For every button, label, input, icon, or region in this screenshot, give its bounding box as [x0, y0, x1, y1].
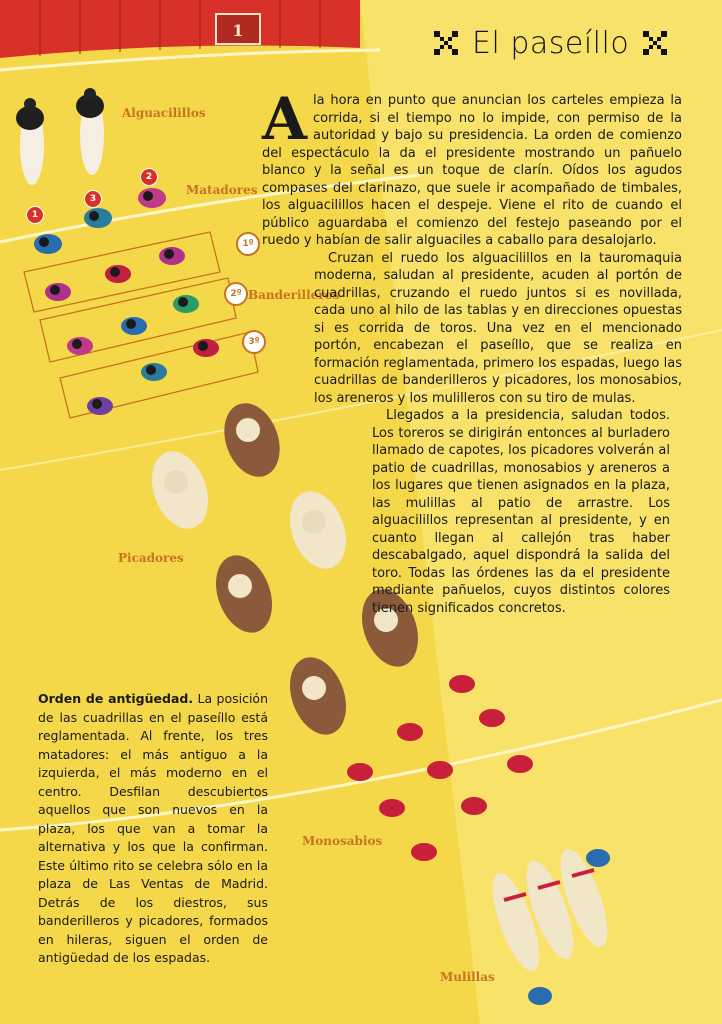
cross-ornament-icon	[641, 29, 669, 57]
cuadrilla-ordinal: 2º	[224, 282, 248, 306]
page-title	[432, 18, 712, 68]
sidebar-text: La posición de las cuadrillas en el paseíllo está reglamentada. Al frente, los tres matadores: el más antiguo a la izquierda, el más moderno en el centro. Desfilan descubiertos aquellos que son nuevos en la plaza, los que van a tomar la alternativa y los que la confirman. Este último rito se celebra sólo en la plaza de Las Ventas de Madrid. Detrás de los diestros, sus banderilleros y picadores, formados en hileras, siguen el orden de antigüedad de los espadas.	[38, 691, 268, 965]
label-mulillas: Mulillas	[440, 970, 495, 984]
article-paragraph	[262, 85, 682, 250]
label-banderilleros: Banderilleros	[248, 288, 340, 302]
matador-badge: 3	[84, 190, 102, 208]
article-paragraph	[314, 250, 682, 408]
paragraph-text: la hora en punto que anuncian los carteles empieza la corrida, si el tiempo no lo impide, con permiso de la autoridad y bajo su presidencia. La orden de comienzo del espectáculo la da el presidente mostrando un pañuelo blanco y la señal es un toque de clarín. Oídos los agudos compases del clarinazo, que suele ir acompañado de timbales, los alguacilillos hacen el despeje. Viene el rito de cuando el público aguardaba el comienzo del festejo paseando por el ruedo y habían de salir alguaciles a caballo para desalojarlo.	[262, 93, 682, 248]
label-alguacilillos: Alguacilillos	[122, 106, 206, 120]
label-matadores: Matadores	[186, 183, 258, 197]
title-text: El paseíllo	[472, 25, 630, 61]
door-number: 1	[232, 20, 244, 40]
article-body	[262, 85, 682, 617]
label-monosabios: Monosabios	[302, 834, 383, 848]
dropcap: A	[262, 85, 308, 153]
cross-ornament-icon	[432, 29, 460, 57]
sidebar-heading: Orden de antigüedad.	[38, 691, 194, 706]
paragraph-text: Llegados a la presidencia, saludan todos. Los toreros se dirigirán entonces al burladero llamado de capotes, los picadores volverán al patio de cuadrillas, monosabios y areneros a los lugares que tienen asignados en la plaza, las mulillas al patio de arrastre. Los alguacilillos representan al presidente, y en cuanto llegan al callejón tras haber descabalgado, aquel dispondrá la salida del toro. Todas las órdenes las da el presidente mediante pañuelos, cuyos distintos colores tienen significados concretos.	[372, 408, 670, 616]
sidebar-antiguedad	[38, 690, 268, 968]
paragraph-text: Cruzan el ruedo los alguacilillos en la tauromaquia moderna, saludan al presidente, acuden al portón de cuadrillas, cruzando el ruedo juntos si es novillada, cada uno al hilo de las tablas y en direcciones opuestas si es corrida de toros. Una vez en el mencionado portón, encabezan el paseíllo, que se realiza en formación reglamentada, primero los espadas, luego las cuadrillas de banderilleros y picadores, los monosabios, los areneros y los mulilleros con su tiro de mulas.	[314, 250, 682, 406]
matador-badge: 1	[26, 206, 44, 224]
cuadrilla-ordinal: 3º	[242, 330, 266, 354]
cuadrilla-ordinal: 1º	[236, 232, 260, 256]
matador-badge: 2	[140, 168, 158, 186]
article-paragraph	[372, 407, 682, 617]
label-picadores: Picadores	[118, 551, 184, 565]
